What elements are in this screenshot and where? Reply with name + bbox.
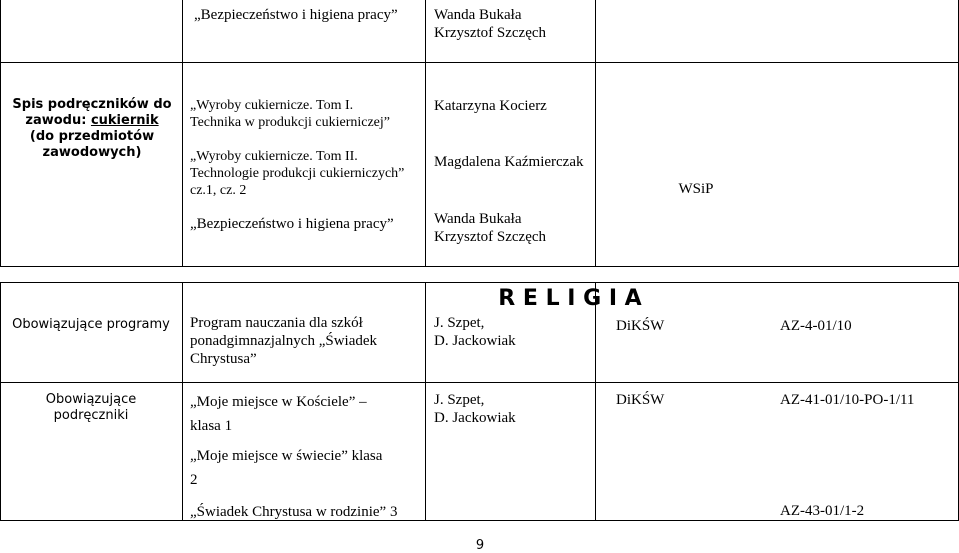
spis-label-prefix: zawodu: xyxy=(25,113,91,128)
program-line: Program nauczania dla szkół xyxy=(190,315,363,331)
program-code: AZ-4-01/10 xyxy=(780,318,852,334)
book-author: Magdalena Kaźmierczak xyxy=(434,154,584,170)
cukiernik-link[interactable]: cukiernik xyxy=(90,113,159,128)
textbook-title: „Świadek Chrystusa w rodzinie” 3 xyxy=(190,504,398,520)
religia-border-top xyxy=(0,282,959,283)
bhp-authors-top xyxy=(434,6,546,42)
author-line: J. Szpet, xyxy=(434,315,485,331)
author-line: Wanda Bukała xyxy=(434,211,522,227)
textbook-class: 2 xyxy=(190,472,198,488)
spis-label-line: Spis podręczników do xyxy=(12,97,172,112)
table-border-left xyxy=(0,0,1,266)
author-line: Krzysztof Szczęch xyxy=(434,229,547,245)
religia-border-col3 xyxy=(595,282,596,520)
author-line: D. Jackowiak xyxy=(434,333,516,349)
program-publisher: DiKŚW xyxy=(616,318,665,334)
religia-border-mid xyxy=(0,382,959,383)
textbook-authors xyxy=(434,391,516,427)
author-line: Wanda Bukała xyxy=(434,7,522,23)
book-title-line: Technika w produkcji cukierniczej” xyxy=(190,115,390,130)
textbook-item xyxy=(190,500,397,524)
spis-label-line: (do przedmiotów xyxy=(29,129,155,144)
page-number: 9 xyxy=(475,538,485,553)
book-author: Katarzyna Kocierz xyxy=(434,98,547,114)
book-title xyxy=(190,148,404,199)
author-line: J. Szpet, xyxy=(434,392,485,408)
book-title: „Bezpieczeństwo i higiena pracy” xyxy=(190,216,394,232)
spis-label xyxy=(4,97,180,161)
textbook-title: „Moje miejsce w Kościele” – xyxy=(190,394,367,410)
table-border-col1 xyxy=(182,0,183,266)
author-line: D. Jackowiak xyxy=(434,410,516,426)
publisher: WSiP xyxy=(678,181,714,197)
religia-border-bottom xyxy=(0,520,959,521)
program-line: Chrystusa” xyxy=(190,351,257,367)
religia-heading: R E L I G I A xyxy=(498,286,642,311)
textbook-code: AZ-43-01/1-2 xyxy=(780,503,865,519)
book-title-line: „Wyroby cukiernicze. Tom I. xyxy=(190,98,354,113)
program-authors xyxy=(434,314,516,350)
textbook-item xyxy=(190,390,367,438)
textbook-code: AZ-41-01/10-PO-1/11 xyxy=(780,392,915,408)
textbook-publisher: DiKŚW xyxy=(616,392,665,408)
program-line: ponadgimnazjalnych „Świadek xyxy=(190,333,378,349)
textbook-class: klasa 1 xyxy=(190,418,233,434)
table-border-row2 xyxy=(0,266,959,267)
table-border-row1 xyxy=(0,62,959,63)
bhp-title-top: „Bezpieczeństwo i higiena pracy” xyxy=(194,7,398,23)
author-line: Krzysztof Szczęch xyxy=(434,25,547,41)
table-border-col3 xyxy=(595,0,596,266)
religia-border-col2 xyxy=(425,282,426,520)
book-title-line: cz.1, cz. 2 xyxy=(190,183,247,198)
table-border-col2 xyxy=(425,0,426,266)
spis-label-line xyxy=(4,113,180,129)
textbooks-label-line: podręczniki xyxy=(53,408,129,423)
program-title xyxy=(190,314,377,368)
textbooks-label xyxy=(0,392,182,424)
spis-label-line: zawodowych) xyxy=(42,145,142,160)
textbook-title: „Moje miejsce w świecie” klasa xyxy=(190,448,383,464)
book-title-line: Technologie produkcji cukierniczych” xyxy=(190,166,405,181)
book-author xyxy=(434,210,546,246)
book-title-line: „Wyroby cukiernicze. Tom II. xyxy=(190,149,358,164)
religia-border-col1 xyxy=(182,282,183,520)
textbook-item xyxy=(190,444,382,492)
programs-label: Obowiązujące programy xyxy=(12,317,170,332)
textbooks-label-line: Obowiązujące xyxy=(45,392,137,407)
book-title xyxy=(190,97,390,131)
